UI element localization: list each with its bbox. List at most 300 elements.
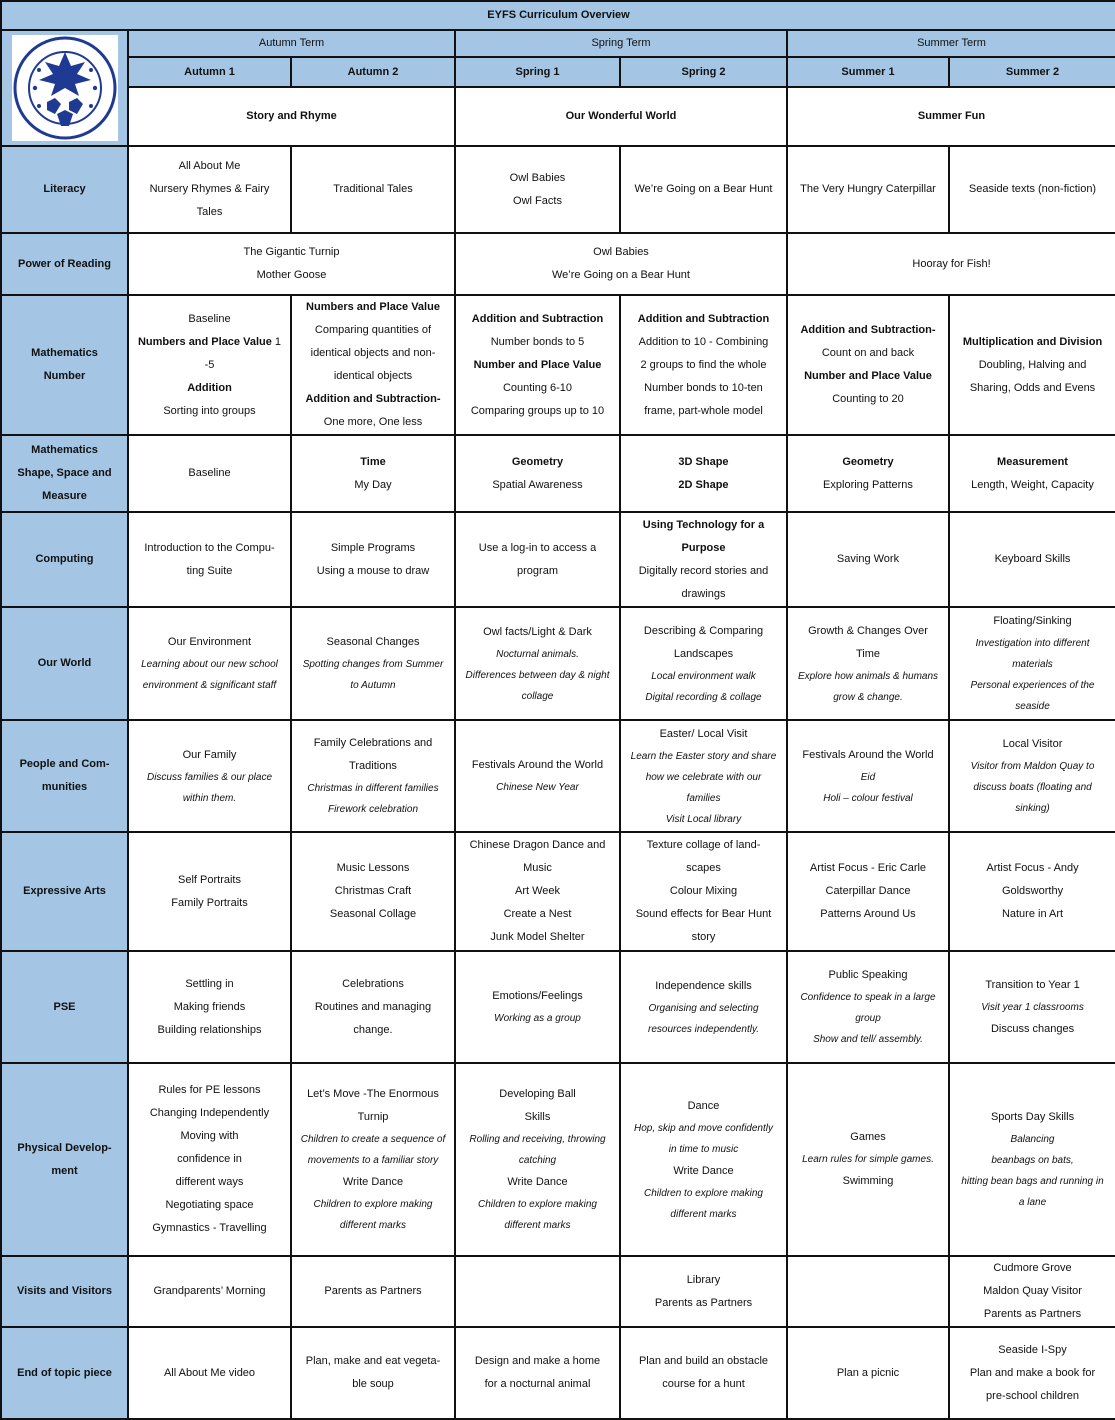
cell-line: Balancing [1010, 1134, 1055, 1145]
cell-pse-5 [787, 951, 949, 1063]
cell-line: Christmas in different families [307, 783, 439, 794]
cell-line: Addition and Subtraction- [800, 324, 936, 336]
cell-physical-5 [787, 1063, 949, 1256]
cell-line: in time to music [668, 1143, 739, 1155]
cell-literacy-1 [128, 146, 291, 233]
cell-maths-number-5 [787, 295, 949, 435]
cell-line: Mother Goose [256, 269, 327, 281]
row-label-line: Number [43, 370, 86, 382]
cell-power-of-reading-1 [128, 233, 455, 295]
cell-line: Chinese New Year [496, 782, 579, 793]
cell-line: Seasonal Collage [329, 908, 417, 920]
cell-line: within them. [182, 792, 237, 804]
cell-line: Sharing, Odds and Evens [969, 381, 1096, 394]
cell-line: Seaside I-Spy [998, 1343, 1067, 1356]
cell-line: different marks [670, 1208, 737, 1220]
row-label-line: Measure [42, 490, 87, 502]
cell-line: Introduction to the Compu- [144, 541, 275, 554]
cell-maths-shape-2 [291, 435, 455, 512]
cell-line: Artist Focus - Andy [986, 862, 1079, 874]
row-label-power-of-reading: Power of Reading [1, 233, 128, 295]
cell-line: Saving Work [836, 553, 900, 565]
cell-visits-2 [291, 1256, 455, 1327]
cell-literacy-5 [787, 146, 949, 233]
cell-line: Addition and Subtraction- [305, 393, 441, 405]
cell-line: Colour Mixing [669, 885, 738, 897]
cell-line: Learning about our new school [141, 659, 278, 670]
row-label-maths-number [1, 295, 128, 435]
cell-line: grow & change. [833, 691, 903, 703]
cell-line: Holi – colour festival [823, 792, 913, 804]
cell-line: Simple Programs [330, 541, 416, 554]
half-term-spring-1: Spring 1 [455, 57, 620, 87]
cell-line: ting Suite [186, 564, 233, 577]
cell-line: Multiplication and Division [962, 335, 1103, 348]
cell-line: identical objects and non- [310, 347, 436, 359]
cell-line: how we celebrate with our [645, 771, 762, 783]
cell-line: Counting to 20 [832, 393, 904, 405]
cell-line: Games [850, 1131, 886, 1143]
theme-summer: Summer Fun [787, 87, 1115, 146]
cell-line: Traditions [349, 760, 397, 772]
cell-line: Confidence to speak in a large [800, 992, 936, 1003]
row-label-maths-shape [1, 435, 128, 512]
cell-line: Developing Ball [499, 1088, 576, 1100]
cell-line: Turnip [357, 1111, 389, 1123]
half-term-spring-2: Spring 2 [620, 57, 787, 87]
cell-people-communities-5 [787, 720, 949, 832]
cell-line: Counting 6-10 [502, 381, 573, 394]
row-label-our-world: Our World [1, 607, 128, 720]
cell-line: All About Me video [163, 1366, 256, 1379]
cell-line: Children to explore making [313, 1199, 433, 1210]
cell-line: Plan, make and eat vegeta- [305, 1355, 441, 1367]
row-label-line: Mathematics [31, 347, 98, 359]
row-literacy [1, 146, 1115, 233]
cell-line: Floating/Sinking [993, 615, 1072, 627]
logo-cell [1, 30, 128, 146]
cell-line: Differences between day & night [465, 669, 610, 681]
cell-people-communities-2 [291, 720, 455, 832]
cell-line: Time [360, 455, 386, 468]
cell-line: Family Portraits [171, 896, 248, 909]
cell-line: -5 [204, 358, 215, 371]
cell-line: Moving with [180, 1130, 239, 1142]
cell-line: Negotiating space [165, 1199, 254, 1211]
school-crest-icon [12, 35, 118, 141]
cell-line: scapes [686, 862, 721, 874]
cell-line: frame, part-whole model [644, 404, 763, 417]
cell-line: Let’s Move -The Enormous [307, 1088, 439, 1100]
cell-line: Our Family [182, 748, 237, 761]
cell-line: Art Week [514, 885, 561, 897]
cell-physical-2 [291, 1063, 455, 1256]
cell-pse-3 [455, 951, 620, 1063]
cell-line: different ways [175, 1176, 244, 1188]
cell-line: Sports Day Skills [990, 1111, 1075, 1123]
cell-line: Library [686, 1273, 721, 1286]
row-label-visits-visitors: Visits and Visitors [1, 1256, 128, 1327]
row-maths-shape [1, 435, 1115, 512]
cell-pse-6 [949, 951, 1115, 1063]
cell-line: Plan a picnic [836, 1366, 900, 1379]
cell-computing-2 [291, 512, 455, 607]
cell-line: Discuss changes [990, 1022, 1075, 1035]
cell-line: Sorting into groups [163, 404, 256, 417]
cell-line: Investigation into different materials [975, 638, 1090, 670]
row-label-line: munities [41, 781, 88, 793]
cell-maths-number-4 [620, 295, 787, 435]
cell-line: resources independently. [648, 1023, 759, 1035]
cell-line: different marks [339, 1220, 407, 1231]
cell-people-communities-4 [620, 720, 787, 832]
cell-our-world-3 [455, 607, 620, 720]
row-label-line: Shape, Space and [17, 467, 112, 479]
row-label-line: Physical Develop- [17, 1141, 112, 1154]
cell-line: All About Me [178, 160, 241, 172]
cell-line: Rules for PE lessons [158, 1084, 261, 1096]
cell-line: Our Environment [167, 636, 252, 648]
cell-line: Visitor from Maldon Quay to [970, 761, 1095, 772]
cell-line: Exploring Patterns [823, 478, 913, 491]
cell-maths-shape-5 [787, 435, 949, 512]
cell-end-of-topic-6 [949, 1327, 1115, 1419]
cell-line: Building relationships [157, 1023, 262, 1036]
cell-expressive-arts-3 [455, 832, 620, 951]
cell-line: Landscapes [673, 647, 734, 660]
cell-line-tail: 1 [271, 335, 282, 348]
cell-pse-2 [291, 951, 455, 1063]
cell-line: Local Visitor [1002, 738, 1063, 750]
cell-line: hitting bean bags and running in [961, 1176, 1104, 1187]
cell-line: Comparing groups up to 10 [470, 404, 605, 417]
cell-line: Easter/ Local Visit [659, 727, 748, 740]
cell-maths-shape-6 [949, 435, 1115, 512]
cell-line: Discuss families & our place [146, 771, 273, 783]
cell-line: Explore how animals & humans [797, 670, 939, 682]
cell-pse-4 [620, 951, 787, 1063]
cell-line: different marks [504, 1220, 571, 1231]
half-term-autumn-2: Autumn 2 [291, 57, 455, 87]
cell-line: We’re Going on a Bear Hunt [552, 269, 690, 281]
row-label-people-communities [1, 720, 128, 832]
cell-line: Time [855, 647, 881, 660]
cell-power-of-reading-2 [455, 233, 787, 295]
cell-expressive-arts-6 [949, 832, 1115, 951]
cell-visits-3 [455, 1256, 620, 1327]
cell-line: Festivals Around the World [802, 748, 934, 761]
cell-line: movements to a familiar story [307, 1155, 439, 1166]
row-our-world [1, 607, 1115, 720]
cell-line: sinking) [1015, 803, 1050, 814]
cell-computing-4 [620, 512, 787, 607]
cell-line: Making friends [173, 1000, 246, 1013]
cell-expressive-arts-2 [291, 832, 455, 951]
cell-line: Digitally record stories and [638, 564, 769, 577]
cell-line: Learn the Easter story and share [630, 750, 777, 762]
cell-line: Growth & Changes Over [808, 624, 928, 637]
cell-line: Owl Babies [593, 246, 649, 258]
row-computing [1, 512, 1115, 607]
cell-end-of-topic-4 [620, 1327, 787, 1419]
cell-line: Geometry [842, 455, 894, 468]
cell-line: Emotions/Feelings [492, 990, 583, 1002]
cell-line: Learn rules for simple games. [802, 1154, 934, 1165]
cell-maths-shape-1 [128, 435, 291, 512]
cell-line: Traditional Tales [333, 183, 413, 195]
cell-line: for a nocturnal animal [484, 1378, 591, 1390]
cell-pse-1 [128, 951, 291, 1063]
cell-line: families [686, 792, 721, 804]
cell-line: Chinese Dragon Dance and [469, 839, 606, 851]
cell-physical-3 [455, 1063, 620, 1256]
cell-visits-4 [620, 1256, 787, 1327]
row-maths-number [1, 295, 1115, 435]
cell-line: Maldon Quay Visitor [983, 1285, 1082, 1297]
cell-our-world-5 [787, 607, 949, 720]
row-visits-visitors [1, 1256, 1115, 1327]
cell-line: Seasonal Changes [326, 636, 420, 648]
half-term-summer-2: Summer 2 [949, 57, 1115, 87]
cell-physical-6 [949, 1063, 1115, 1256]
cell-line: Show and tell/ assembly. [813, 1034, 923, 1045]
cell-line: Addition and Subtraction [637, 312, 770, 325]
cell-line: Use a log-in to access a [478, 541, 597, 554]
row-expressive-arts [1, 832, 1115, 951]
cell-line: Cudmore Grove [993, 1262, 1072, 1274]
row-label-line: Mathematics [31, 444, 98, 456]
cell-line: Self Portraits [178, 873, 241, 886]
row-physical-development [1, 1063, 1115, 1256]
cell-line: Grandparents’ Morning [153, 1285, 266, 1297]
cell-line: Family Celebrations and [313, 737, 433, 749]
cell-line: Write Dance [673, 1164, 734, 1177]
cell-end-of-topic-2 [291, 1327, 455, 1419]
cell-line: catching [518, 1155, 557, 1166]
cell-line: Tales [196, 206, 223, 218]
cell-line: Spotting changes from Summer [302, 659, 444, 670]
cell-line: Keyboard Skills [994, 553, 1071, 565]
cell-people-communities-6 [949, 720, 1115, 832]
cell-line: Baseline [188, 312, 231, 325]
cell-line: Spatial Awareness [492, 478, 583, 491]
cell-line: Texture collage of land- [646, 839, 761, 851]
cell-line: program [517, 564, 558, 577]
cell-line: ble soup [352, 1378, 394, 1390]
cell-line: change. [353, 1023, 393, 1036]
cell-line: Addition [187, 381, 232, 394]
cell-line [135, 331, 284, 354]
cell-line: The Very Hungry Caterpillar [800, 183, 936, 195]
cell-line: 3D Shape [678, 455, 729, 468]
cell-line: 2 groups to find the whole [640, 358, 767, 371]
cell-maths-shape-4 [620, 435, 787, 512]
cell-line: Gymnastics - Travelling [152, 1222, 267, 1234]
cell-line: Caterpillar Dance [825, 885, 911, 897]
cell-our-world-1 [128, 607, 291, 720]
cell-line: Public Speaking [828, 969, 908, 981]
cell-line: Music Lessons [336, 862, 410, 874]
cell-physical-4 [620, 1063, 787, 1256]
row-people-communities [1, 720, 1115, 832]
cell-line: pre-school children [986, 1389, 1079, 1402]
cell-people-communities-3 [455, 720, 620, 832]
cell-line: Local environment walk [651, 670, 756, 682]
cell-line: confidence in [177, 1153, 242, 1165]
cell-line: Length, Weight, Capacity [971, 478, 1094, 491]
cell-power-of-reading-3 [787, 233, 1115, 295]
cell-line: The Gigantic Turnip [243, 246, 340, 258]
cell-line: Skills [524, 1111, 551, 1123]
cell-line: Goldsworthy [1001, 885, 1064, 897]
cell-line: Sound effects for Bear Hunt [635, 908, 772, 920]
cell-line: Owl facts/Light & Dark [483, 625, 592, 638]
row-label-computing: Computing [1, 512, 128, 607]
row-label-line: ment [51, 1164, 78, 1177]
cell-line: Using Technology for a [642, 518, 765, 531]
cell-line: Digital recording & collage [645, 691, 762, 703]
cell-maths-shape-3 [455, 435, 620, 512]
cell-line: Plan and build an obstacle [638, 1355, 769, 1367]
cell-line: Patterns Around Us [820, 908, 916, 920]
cell-line: Personal experiences of the [970, 680, 1095, 691]
cell-computing-6 [949, 512, 1115, 607]
term-spring: Spring Term [455, 30, 787, 57]
cell-line: Festivals Around the World [471, 759, 604, 771]
cell-line: Addition to 10 - Combining [638, 335, 769, 348]
cell-line: drawings [681, 587, 726, 600]
cell-people-communities-1 [128, 720, 291, 832]
cell-line: Visit year 1 classrooms [981, 1001, 1084, 1013]
cell-line: story [691, 931, 716, 943]
cell-line: Describing & Comparing [643, 624, 764, 637]
cell-line: Write Dance [342, 1176, 404, 1188]
cell-computing-1 [128, 512, 291, 607]
cell-maths-number-1 [128, 295, 291, 435]
cell-line: Nature in Art [1001, 908, 1064, 920]
half-term-autumn-1: Autumn 1 [128, 57, 291, 87]
cell-line: Purpose [681, 541, 726, 554]
cell-line: Baseline [188, 467, 231, 479]
cell-line: Addition and Subtraction [471, 312, 604, 325]
cell-visits-6 [949, 1256, 1115, 1327]
row-label-end-of-topic: End of topic piece [1, 1327, 128, 1419]
cell-line: Junk Model Shelter [490, 931, 585, 943]
cell-line: Working as a group [494, 1013, 581, 1024]
cell-line: Design and make a home [474, 1355, 601, 1367]
cell-line: beanbags on bats, [991, 1155, 1074, 1166]
cell-line-strong: Numbers and Place Value [137, 335, 272, 348]
row-label-physical-development [1, 1063, 128, 1256]
cell-line: Number and Place Value [473, 358, 602, 371]
cell-line: to Autumn [350, 680, 396, 691]
cell-line: Eid [860, 771, 876, 783]
cell-line: Number bonds to 5 [490, 335, 585, 348]
cell-line: Number bonds to 10-ten [644, 381, 763, 394]
cell-computing-5 [787, 512, 949, 607]
cell-line: Geometry [511, 455, 564, 468]
row-power-of-reading [1, 233, 1115, 295]
cell-line: Christmas Craft [334, 885, 412, 897]
cell-maths-number-6 [949, 295, 1115, 435]
theme-autumn: Story and Rhyme [128, 87, 455, 146]
cell-our-world-6 [949, 607, 1115, 720]
cell-line: My Day [354, 478, 392, 491]
cell-line: Swimming [842, 1175, 894, 1187]
cell-line: Children to explore making [644, 1187, 763, 1199]
cell-line: a lane [1018, 1197, 1047, 1208]
cell-line: Owl Babies [509, 171, 566, 184]
cell-end-of-topic-1 [128, 1327, 291, 1419]
cell-visits-1 [128, 1256, 291, 1327]
cell-line: Count on and back [821, 347, 915, 359]
cell-line: Music [523, 862, 552, 874]
cell-line: Write Dance [507, 1176, 568, 1188]
cell-line: Children to create a sequence of [300, 1134, 446, 1145]
cell-line: Plan and make a book for [969, 1366, 1096, 1379]
cell-literacy-4 [620, 146, 787, 233]
cell-literacy-2 [291, 146, 455, 233]
cell-line: Parents as Partners [654, 1296, 753, 1309]
cell-computing-3 [455, 512, 620, 607]
cell-line: Children to explore making [478, 1199, 597, 1210]
cell-line: identical objects [333, 370, 413, 382]
cell-line: Artist Focus - Eric Carle [809, 862, 927, 874]
cell-our-world-4 [620, 607, 787, 720]
cell-line: Parents as Partners [324, 1285, 422, 1297]
cell-line: Rolling and receiving, throwing [469, 1134, 606, 1145]
cell-line: Using a mouse to draw [316, 564, 430, 577]
row-end-of-topic [1, 1327, 1115, 1419]
cell-expressive-arts-1 [128, 832, 291, 951]
cell-line: Comparing quantities of [314, 324, 432, 336]
term-summer: Summer Term [787, 30, 1115, 57]
cell-maths-number-2 [291, 295, 455, 435]
cell-maths-number-3 [455, 295, 620, 435]
cell-line: seaside [1015, 701, 1050, 712]
cell-line: Organising and selecting [648, 1002, 759, 1014]
cell-line: Number and Place Value [804, 370, 932, 382]
cell-line: We’re Going on a Bear Hunt [634, 183, 773, 195]
row-label-line: People and Com- [19, 758, 110, 770]
cell-line: Doubling, Halving and [978, 358, 1087, 371]
cell-literacy-3 [455, 146, 620, 233]
cell-line: Create a Nest [503, 908, 572, 920]
cell-our-world-2 [291, 607, 455, 720]
cell-line: environment & significant staff [142, 680, 277, 691]
cell-line: Seaside texts (non-fiction) [968, 183, 1097, 195]
cell-line: Nocturnal animals. [496, 648, 579, 660]
cell-line: Owl Facts [513, 194, 562, 207]
cell-line: group [855, 1013, 881, 1024]
row-label-pse: PSE [1, 951, 128, 1063]
cell-line: collage [521, 690, 554, 702]
row-label-literacy: Literacy [1, 146, 128, 233]
cell-line: Settling in [185, 977, 234, 990]
cell-line: 2D Shape [678, 478, 729, 491]
cell-line: Dance [687, 1099, 720, 1112]
cell-end-of-topic-3 [455, 1327, 620, 1419]
cell-line: course for a hunt [662, 1378, 745, 1390]
cell-line: Transition to Year 1 [985, 978, 1080, 991]
cell-line: Routines and managing [314, 1000, 432, 1013]
cell-line: Nursery Rhymes & Fairy [149, 183, 270, 195]
cell-line: Celebrations [342, 977, 404, 990]
row-label-expressive-arts: Expressive Arts [1, 832, 128, 951]
theme-spring: Our Wonderful World [455, 87, 787, 146]
cell-line: Hooray for Fish! [912, 257, 991, 270]
cell-line: Measurement [997, 455, 1068, 468]
